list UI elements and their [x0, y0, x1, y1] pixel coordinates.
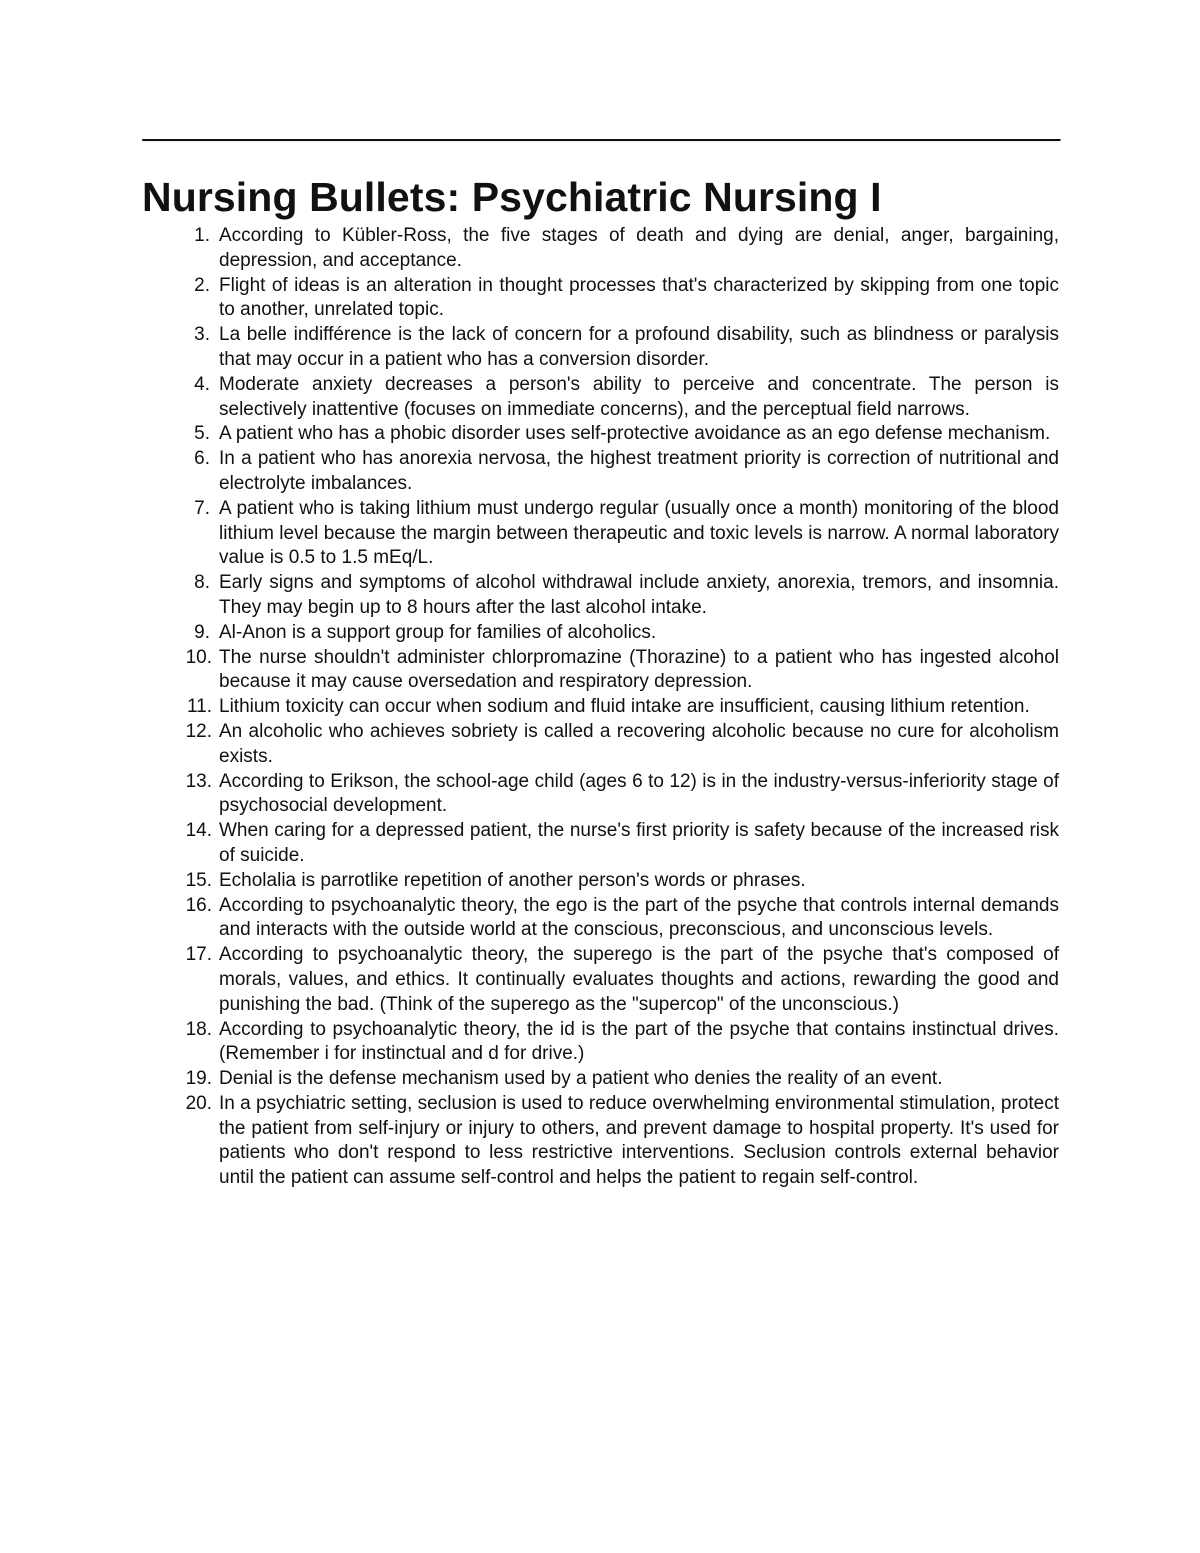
list-item-number: 8.	[194, 572, 210, 594]
list-item-number: 12.	[185, 720, 212, 742]
list-item	[142, 943, 1059, 1017]
list-item-number: 3.	[194, 324, 210, 346]
list-item-number: 9.	[194, 621, 210, 643]
list-item-text: In a patient who has anorexia nervosa, the highest treatment priority is correction of nutritional and electrolyte imbalances.	[219, 448, 1059, 494]
list-item-number: 6.	[194, 448, 210, 470]
list-item-text: In a psychiatric setting, seclusion is used to reduce overwhelming environmental stimulation, protect the patient from self-injury or injury to others, and prevent damage to hospital property. It's used for patients who don't respond to less restrictive interventions. Seclusion controls external behavior until the patient can assume self-control and helps the patient to regain self-control.	[219, 1092, 1059, 1189]
list-item-text: An alcoholic who achieves sobriety is called a recovering alcoholic because no cure for alcoholism exists.	[219, 720, 1059, 767]
list-item	[142, 447, 1059, 497]
list-item-text: Denial is the defense mechanism used by a patient who denies the reality of an event.	[219, 1068, 943, 1090]
list-item-number: 5.	[194, 423, 210, 445]
list-item-text: Moderate anxiety decreases a person's ability to perceive and concentrate. The person is selectively inattentive (focuses on immediate concerns), and the perceptual field narrows.	[219, 373, 1059, 420]
list-item-number: 7.	[194, 497, 210, 519]
list-item-number: 13.	[185, 770, 212, 792]
list-item-text: Echolalia is parrotlike repetition of another person's words or phrases.	[219, 869, 806, 891]
list-item-text: Flight of ideas is an alteration in thought processes that's characterized by skipping from one topic to another, unrelated topic.	[219, 274, 1059, 321]
list-item	[142, 373, 1059, 423]
list-item	[142, 819, 1059, 869]
list-item	[142, 770, 1059, 820]
list-item-text: According to psychoanalytic theory, the superego is the part of the psyche that's composed of morals, values, and ethics. It continually evaluates thoughts and actions, rewarding the good and punishing the bad. (Think of the superego as the "supercop" of the unconscious.)	[219, 944, 1059, 1015]
list-item-text: Early signs and symptoms of alcohol withdrawal include anxiety, anorexia, tremors, and insomnia. They may begin up to 8 hours after the last alcohol intake.	[219, 572, 1059, 618]
list-item-number: 4.	[194, 373, 210, 395]
list-item-text: The nurse shouldn't administer chlorpromazine (Thorazine) to a patient who has ingested alcohol because it may cause oversedation and respiratory depression.	[219, 646, 1059, 693]
list-item	[142, 646, 1059, 696]
list-item-number: 15.	[185, 869, 212, 891]
list-item-text: La belle indifférence is the lack of concern for a profound disability, such as blindness or paralysis that may occur in a patient who has a conversion disorder.	[219, 324, 1059, 370]
list-item	[142, 1067, 1059, 1092]
document-page	[142, 139, 1059, 1191]
list-item-number: 20.	[185, 1092, 212, 1114]
list-item-text: When caring for a depressed patient, the nurse's first priority is safety because of the increased risk of suicide.	[219, 820, 1059, 866]
list-item-text: Lithium toxicity can occur when sodium and fluid intake are insufficient, causing lithium retention.	[219, 696, 1030, 718]
list-item	[142, 869, 1059, 894]
list-item	[142, 894, 1059, 944]
list-item	[142, 695, 1059, 720]
list-item	[142, 1018, 1059, 1068]
list-item	[142, 497, 1059, 571]
list-item	[142, 323, 1059, 373]
list-item-number: 19.	[185, 1068, 212, 1090]
list-item-text: According to Kübler-Ross, the five stages of death and dying are denial, anger, bargaining, depression, and acceptance.	[219, 225, 1059, 271]
bullet-list	[142, 224, 1059, 1191]
list-item-text: Al-Anon is a support group for families of alcoholics.	[219, 621, 657, 643]
page-title: Nursing Bullets: Psychiatric Nursing I	[142, 174, 882, 220]
list-item-text: A patient who has a phobic disorder uses self-protective avoidance as an ego defense mechanism.	[219, 423, 1051, 445]
list-item	[142, 720, 1059, 770]
list-item-number: 11.	[186, 696, 212, 718]
list-item-text: According to psychoanalytic theory, the ego is the part of the psyche that controls internal demands and interacts with the outside world at the conscious, preconscious, and unconscious levels.	[219, 894, 1059, 941]
list-item	[142, 274, 1059, 324]
list-item-number: 18.	[185, 1018, 212, 1040]
list-item-text: According to Erikson, the school-age child (ages 6 to 12) is in the industry-versus-inferiority stage of psychosocial development.	[219, 770, 1059, 817]
list-item-number: 16.	[185, 894, 212, 916]
list-item-number: 10.	[185, 646, 212, 668]
list-item	[142, 621, 1059, 646]
list-item	[142, 224, 1059, 274]
list-item	[142, 1092, 1059, 1191]
list-item-number: 14.	[185, 820, 212, 842]
top-rule	[142, 139, 1061, 142]
list-item-number: 17.	[185, 944, 212, 966]
list-item	[142, 571, 1059, 621]
list-item	[142, 422, 1059, 447]
list-item-number: 1.	[194, 225, 210, 246]
list-item-text: A patient who is taking lithium must undergo regular (usually once a month) monitoring of the blood lithium level because the margin between therapeutic and toxic levels is narrow. A normal laboratory value is 0.5 to 1.5 mEq/L.	[219, 497, 1059, 569]
list-item-number: 2.	[194, 274, 210, 296]
list-item-text: According to psychoanalytic theory, the id is the part of the psyche that contains instinctual drives. (Remember i for instinctual and d for drive.)	[219, 1018, 1059, 1065]
